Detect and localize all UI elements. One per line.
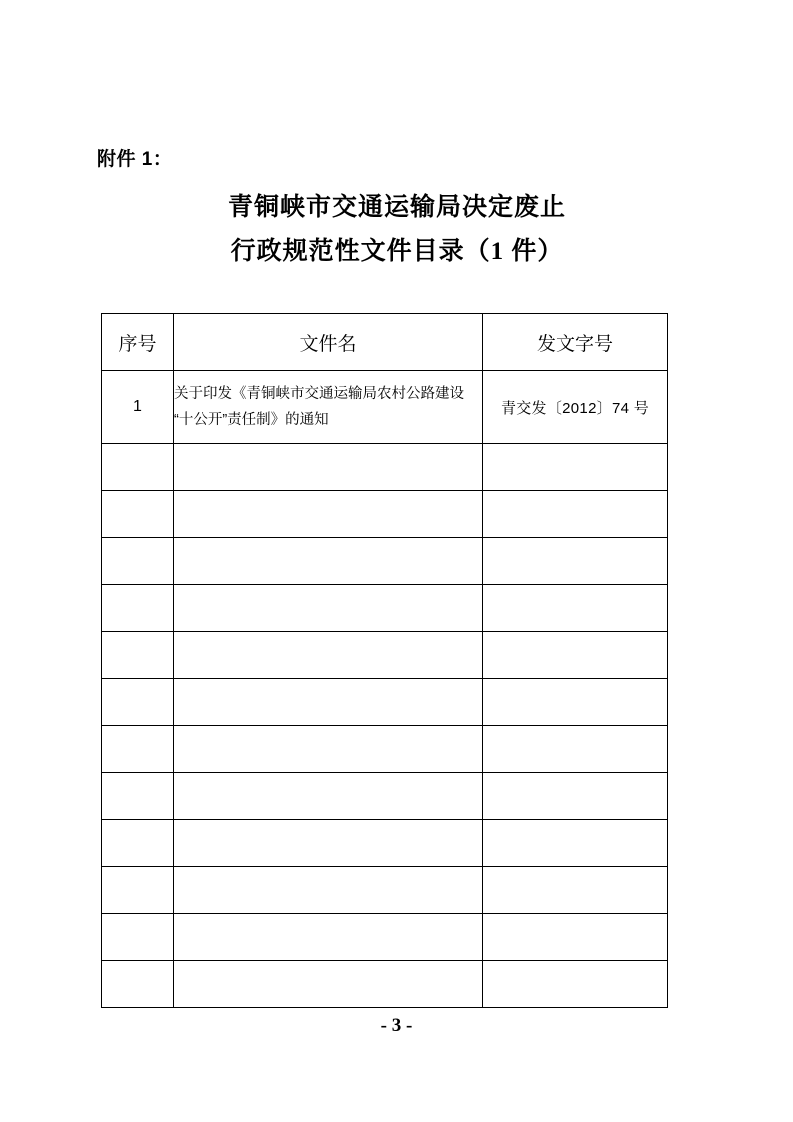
table-row [102, 444, 668, 491]
table-row [102, 491, 668, 538]
cell-no [102, 867, 174, 914]
cell-number [483, 773, 668, 820]
cell-number [483, 726, 668, 773]
cell-name [174, 444, 483, 491]
cell-number [483, 914, 668, 961]
cell-name [174, 773, 483, 820]
cell-number [483, 679, 668, 726]
cell-number [483, 820, 668, 867]
cell-no: 1 [102, 371, 174, 444]
cell-number [483, 491, 668, 538]
column-header-no: 序号 [102, 314, 174, 371]
cell-number [483, 444, 668, 491]
cell-name [174, 632, 483, 679]
table-header-row [102, 314, 668, 371]
column-header-name: 文件名 [174, 314, 483, 371]
cell-number: 青交发〔2012〕74 号 [483, 371, 668, 444]
cell-name [174, 679, 483, 726]
table-row [102, 914, 668, 961]
cell-no [102, 914, 174, 961]
cell-number [483, 867, 668, 914]
page-title-line-2: 行政规范性文件目录（1 件） [230, 238, 564, 265]
table-row [102, 585, 668, 632]
table-row [102, 632, 668, 679]
cell-no [102, 444, 174, 491]
cell-name [174, 820, 483, 867]
cell-no [102, 491, 174, 538]
attachment-label: 附件 1： [97, 149, 173, 170]
cell-no [102, 961, 174, 1008]
page-number: - 3 - [380, 1015, 413, 1036]
table-row [102, 679, 668, 726]
cell-no [102, 538, 174, 585]
table-row [102, 726, 668, 773]
table-row [102, 867, 668, 914]
cell-number [483, 538, 668, 585]
cell-name: 关于印发《青铜峡市交通运输局农村公路建设“十公开”责任制》的通知 [174, 371, 483, 444]
cell-name [174, 491, 483, 538]
cell-name [174, 538, 483, 585]
cell-number [483, 585, 668, 632]
cell-no [102, 679, 174, 726]
cell-no [102, 726, 174, 773]
cell-number [483, 961, 668, 1008]
cell-name [174, 914, 483, 961]
column-header-number: 发文字号 [483, 314, 668, 371]
page-title-line-1: 青铜峡市交通运输局决定废止 [227, 194, 566, 221]
cell-no [102, 773, 174, 820]
table-row [102, 961, 668, 1008]
cell-number [483, 632, 668, 679]
cell-name [174, 961, 483, 1008]
table-row [102, 371, 668, 444]
cell-name [174, 726, 483, 773]
cell-name [174, 867, 483, 914]
catalog-table [101, 313, 668, 1008]
table-row [102, 820, 668, 867]
cell-no [102, 632, 174, 679]
table-row [102, 538, 668, 585]
cell-no [102, 820, 174, 867]
page-title [97, 186, 697, 274]
cell-name [174, 585, 483, 632]
table-row [102, 773, 668, 820]
cell-no [102, 585, 174, 632]
